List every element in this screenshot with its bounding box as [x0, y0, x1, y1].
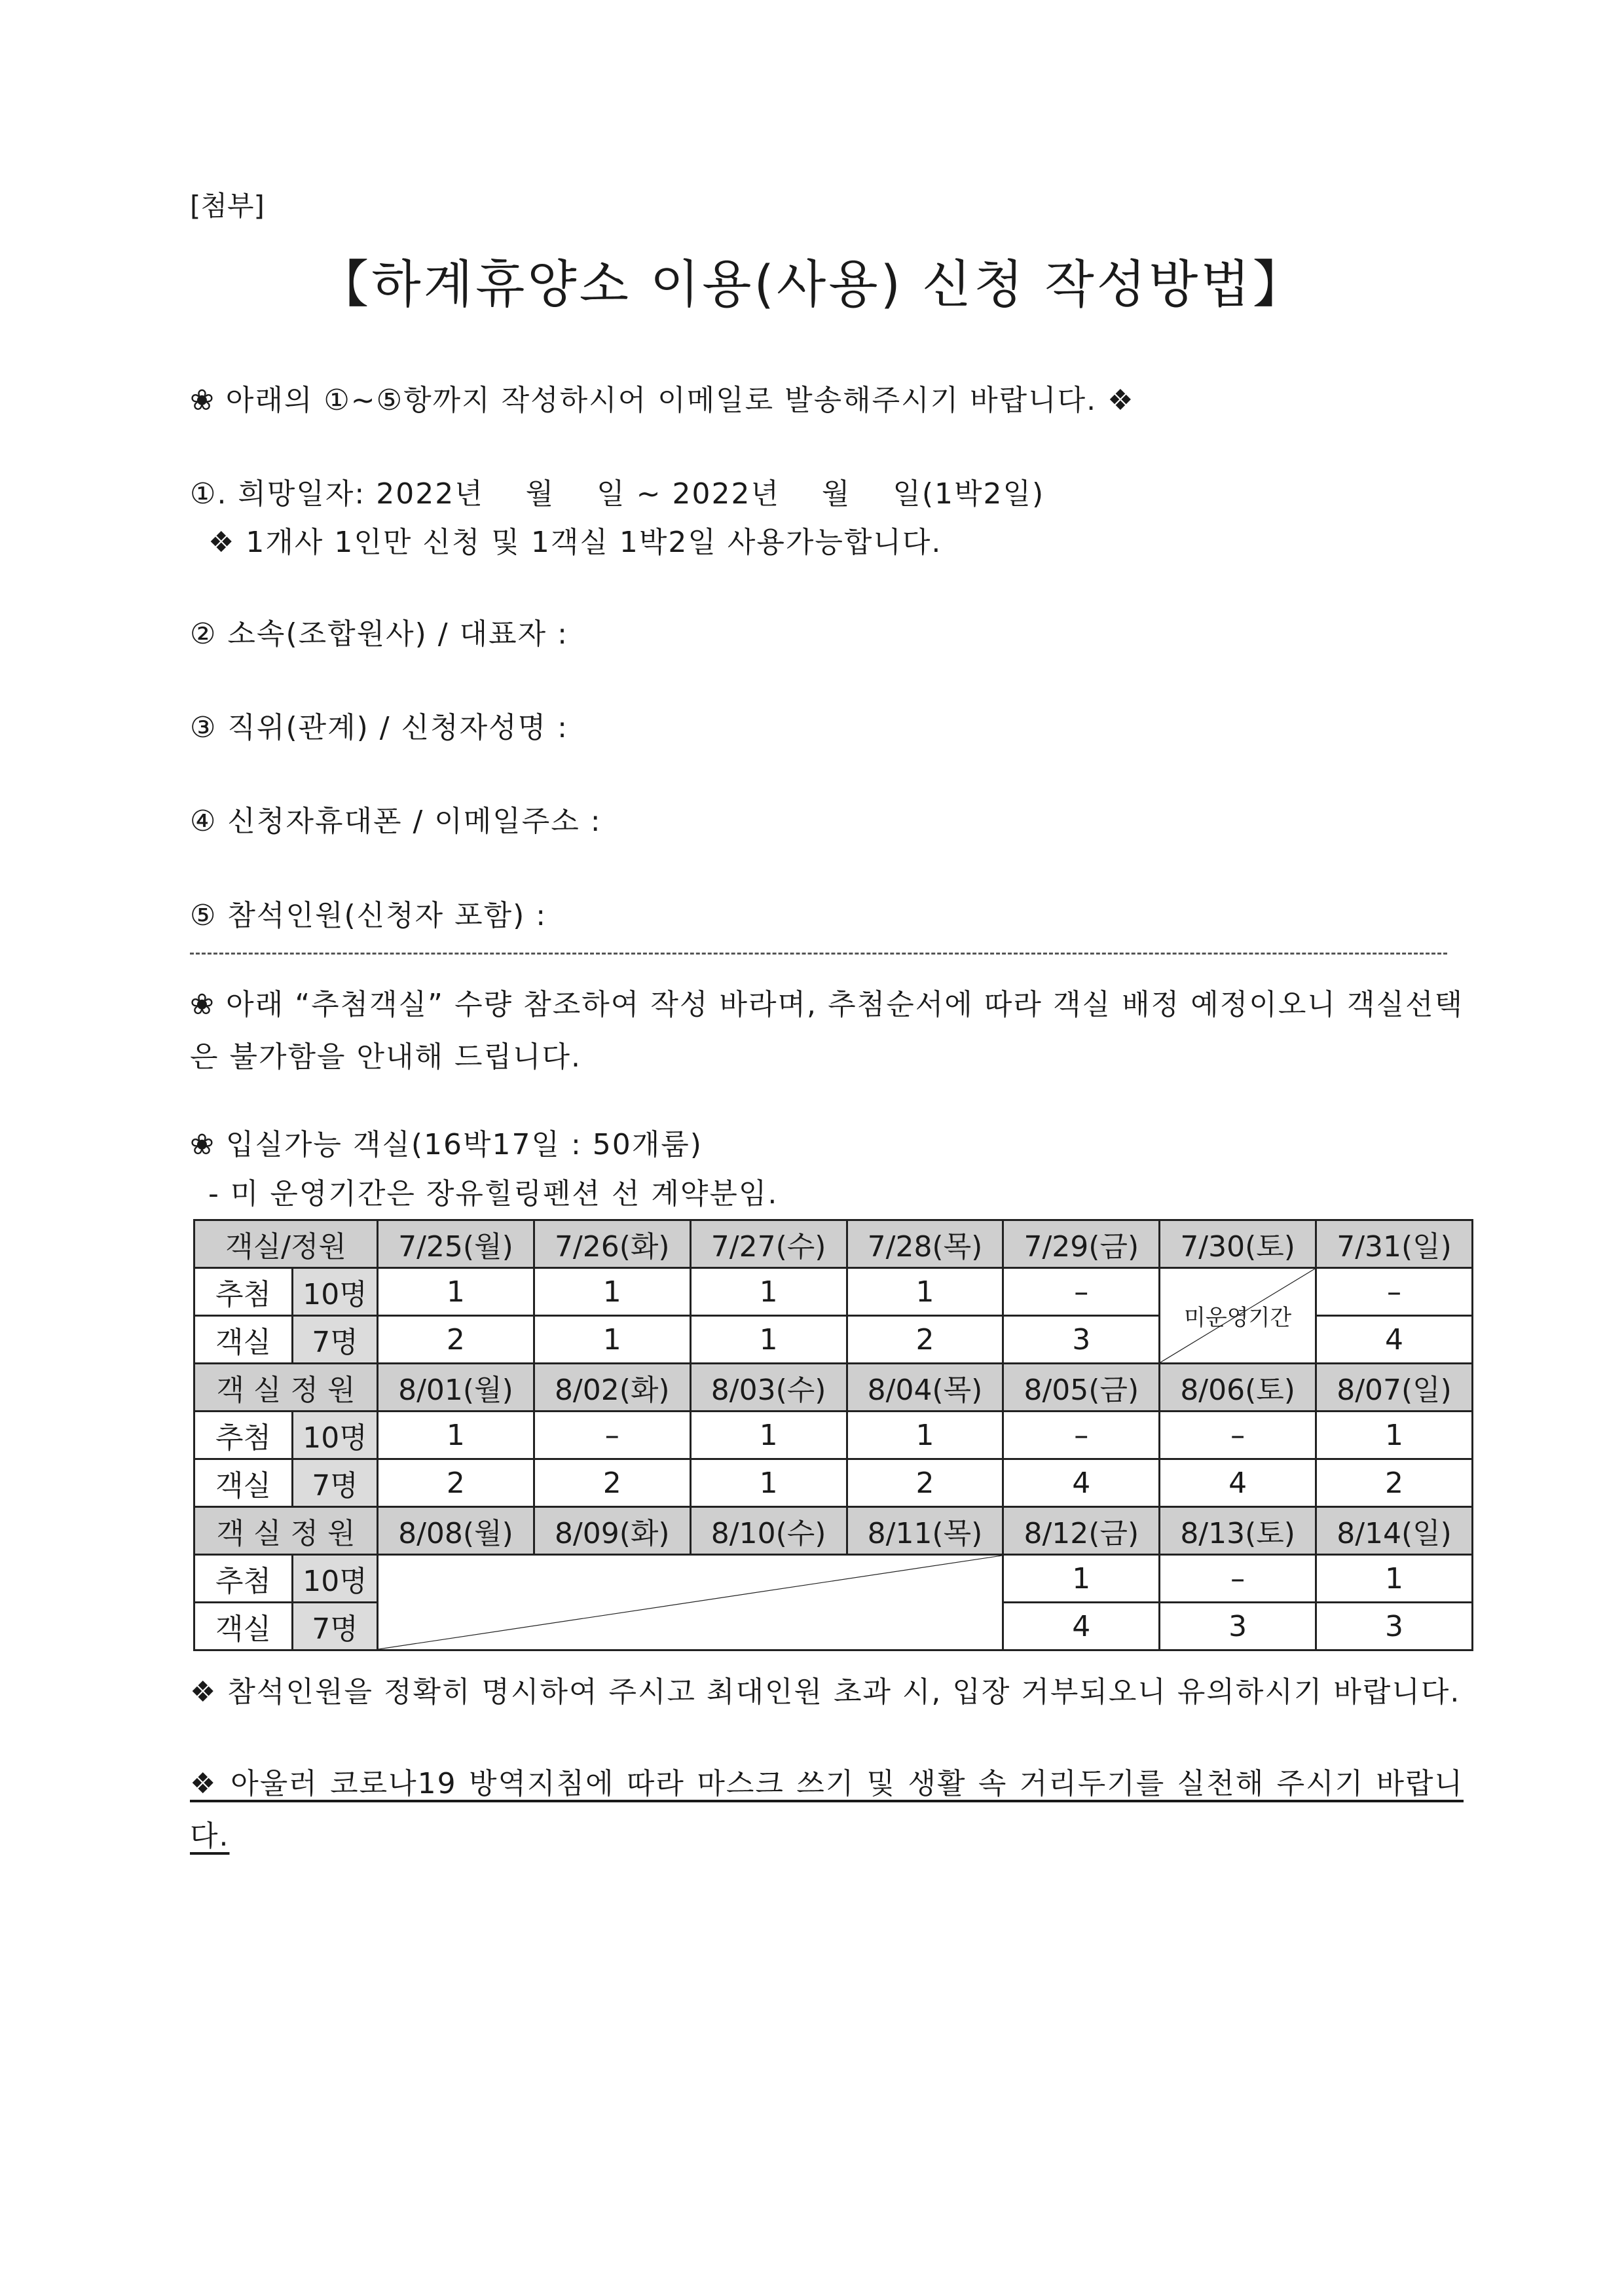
value-cell: 4	[1316, 1316, 1473, 1364]
value-cell: 1	[690, 1268, 847, 1316]
unavailable-block	[378, 1555, 1003, 1650]
value-cell: 1	[690, 1459, 847, 1507]
value-cell: 3	[1003, 1316, 1160, 1364]
date-cell: 8/12(금)	[1003, 1507, 1160, 1555]
value-cell: 1	[378, 1412, 534, 1459]
value-cell: 4	[1160, 1459, 1316, 1507]
date-cell: 8/01(월)	[378, 1364, 534, 1412]
value-cell: 2	[847, 1316, 1003, 1364]
date-cell: 7/31(일)	[1316, 1220, 1473, 1268]
header-label: 객 실 정 원	[194, 1507, 378, 1555]
value-cell: –	[1160, 1555, 1316, 1603]
value-cell: 4	[1003, 1459, 1160, 1507]
value-cell: 1	[534, 1316, 690, 1364]
item-1-desired-date: ①. 희망일자: 2022년 월 일 ~ 2022년 월 일(1박2일)	[190, 477, 1045, 511]
value-cell: 2	[847, 1459, 1003, 1507]
table-row	[194, 1507, 1473, 1555]
date-cell: 7/25(월)	[378, 1220, 534, 1268]
value-cell: 1	[378, 1268, 534, 1316]
header-label: 객 실 정 원	[194, 1364, 378, 1412]
capacity-7: 7명	[293, 1603, 378, 1650]
rooms-heading: ❀ 입실가능 객실(16박17일 : 50개룸)	[190, 1128, 703, 1161]
no-operation-cell	[1160, 1268, 1316, 1364]
page-title: 【하계휴양소 이용(사용) 신청 작성방법】	[318, 255, 1306, 314]
date-cell: 7/29(금)	[1003, 1220, 1160, 1268]
date-cell: 8/09(화)	[534, 1507, 690, 1555]
row-label-lottery: 추첨	[194, 1412, 293, 1459]
item-5-attendees: ⑤ 참석인원(신청자 포함) :	[190, 899, 547, 932]
table-row	[194, 1220, 1473, 1268]
table-row	[194, 1412, 1473, 1459]
row-label-room: 객실	[194, 1459, 293, 1507]
value-cell: 1	[1003, 1555, 1160, 1603]
date-cell: 8/10(수)	[690, 1507, 847, 1555]
date-cell: 8/06(토)	[1160, 1364, 1316, 1412]
capacity-10: 10명	[293, 1412, 378, 1459]
date-cell: 8/08(월)	[378, 1507, 534, 1555]
table-row	[194, 1459, 1473, 1507]
value-cell: –	[1003, 1412, 1160, 1459]
capacity-7: 7명	[293, 1316, 378, 1364]
capacity-10: 10명	[293, 1555, 378, 1603]
date-cell: 7/26(화)	[534, 1220, 690, 1268]
value-cell: 1	[534, 1268, 690, 1316]
item-3-position: ③ 직위(관계) / 신청자성명 :	[190, 711, 568, 744]
lottery-notice: ❀ 아래 “추첨객실” 수량 참조하여 작성 바라며, 추첨순서에 따라 객실 배정 예정이오니 객실선택은 불가함을 안내해 드립니다.	[190, 988, 1464, 1074]
intro-text: ❀ 아래의 ①~⑤항까지 작성하시어 이메일로 발송해주시기 바랍니다. ❖	[190, 384, 1135, 417]
capacity-10: 10명	[293, 1268, 378, 1316]
value-cell: 4	[1003, 1603, 1160, 1650]
value-cell: –	[1160, 1412, 1316, 1459]
value-cell: 2	[378, 1316, 534, 1364]
date-cell: 7/28(목)	[847, 1220, 1003, 1268]
header-label: 객실/정원	[194, 1220, 378, 1268]
attachment-label: [첨부]	[190, 190, 265, 222]
value-cell: 1	[847, 1412, 1003, 1459]
date-cell: 8/02(화)	[534, 1364, 690, 1412]
date-cell: 8/11(목)	[847, 1507, 1003, 1555]
item-4-contact: ④ 신청자휴대폰 / 이메일주소 :	[190, 805, 602, 838]
no-operation-label: 미운영기간	[1184, 1305, 1292, 1331]
table-row	[194, 1555, 1473, 1603]
item-1-note: ❖ 1개사 1인만 신청 및 1객실 1박2일 사용가능합니다.	[208, 526, 942, 559]
value-cell: –	[534, 1412, 690, 1459]
date-cell: 7/27(수)	[690, 1220, 847, 1268]
date-cell: 8/04(목)	[847, 1364, 1003, 1412]
table-row	[194, 1364, 1473, 1412]
value-cell: 3	[1316, 1603, 1473, 1650]
row-label-room: 객실	[194, 1316, 293, 1364]
value-cell: 2	[1316, 1459, 1473, 1507]
capacity-7: 7명	[293, 1459, 378, 1507]
rooms-note: - 미 운영기간은 장유힐링펜션 선 계약분임.	[208, 1177, 779, 1211]
date-cell: 8/03(수)	[690, 1364, 847, 1412]
date-cell: 8/13(토)	[1160, 1507, 1316, 1555]
date-cell: 8/05(금)	[1003, 1364, 1160, 1412]
value-cell: 1	[847, 1268, 1003, 1316]
table-row	[194, 1268, 1473, 1316]
footer-note-attendance: ❖ 참석인원을 정확히 명시하여 주시고 최대인원 초과 시, 입장 거부되오니 유의하시기 바랍니다.	[190, 1675, 1461, 1709]
footer-note-covid: ❖ 아울러 코로나19 방역지침에 따라 마스크 쓰기 및 생활 속 거리두기를 실천해 주시기 바랍니다.	[190, 1767, 1464, 1853]
date-cell: 8/07(일)	[1316, 1364, 1473, 1412]
value-cell: 2	[534, 1459, 690, 1507]
value-cell: 1	[1316, 1555, 1473, 1603]
row-label-room: 객실	[194, 1603, 293, 1650]
room-schedule-table	[193, 1219, 1473, 1651]
row-label-lottery: 추첨	[194, 1555, 293, 1603]
date-cell: 8/14(일)	[1316, 1507, 1473, 1555]
value-cell: 3	[1160, 1603, 1316, 1650]
value-cell: 1	[1316, 1412, 1473, 1459]
row-label-lottery: 추첨	[194, 1268, 293, 1316]
item-2-affiliation: ② 소속(조합원사) / 대표자 :	[190, 617, 568, 651]
date-cell: 7/30(토)	[1160, 1220, 1316, 1268]
value-cell: –	[1003, 1268, 1160, 1316]
value-cell: 2	[378, 1459, 534, 1507]
diagonal-line	[378, 1556, 1002, 1649]
dashed-separator	[190, 953, 1447, 955]
value-cell: 1	[690, 1412, 847, 1459]
value-cell: 1	[690, 1316, 847, 1364]
value-cell: –	[1316, 1268, 1473, 1316]
